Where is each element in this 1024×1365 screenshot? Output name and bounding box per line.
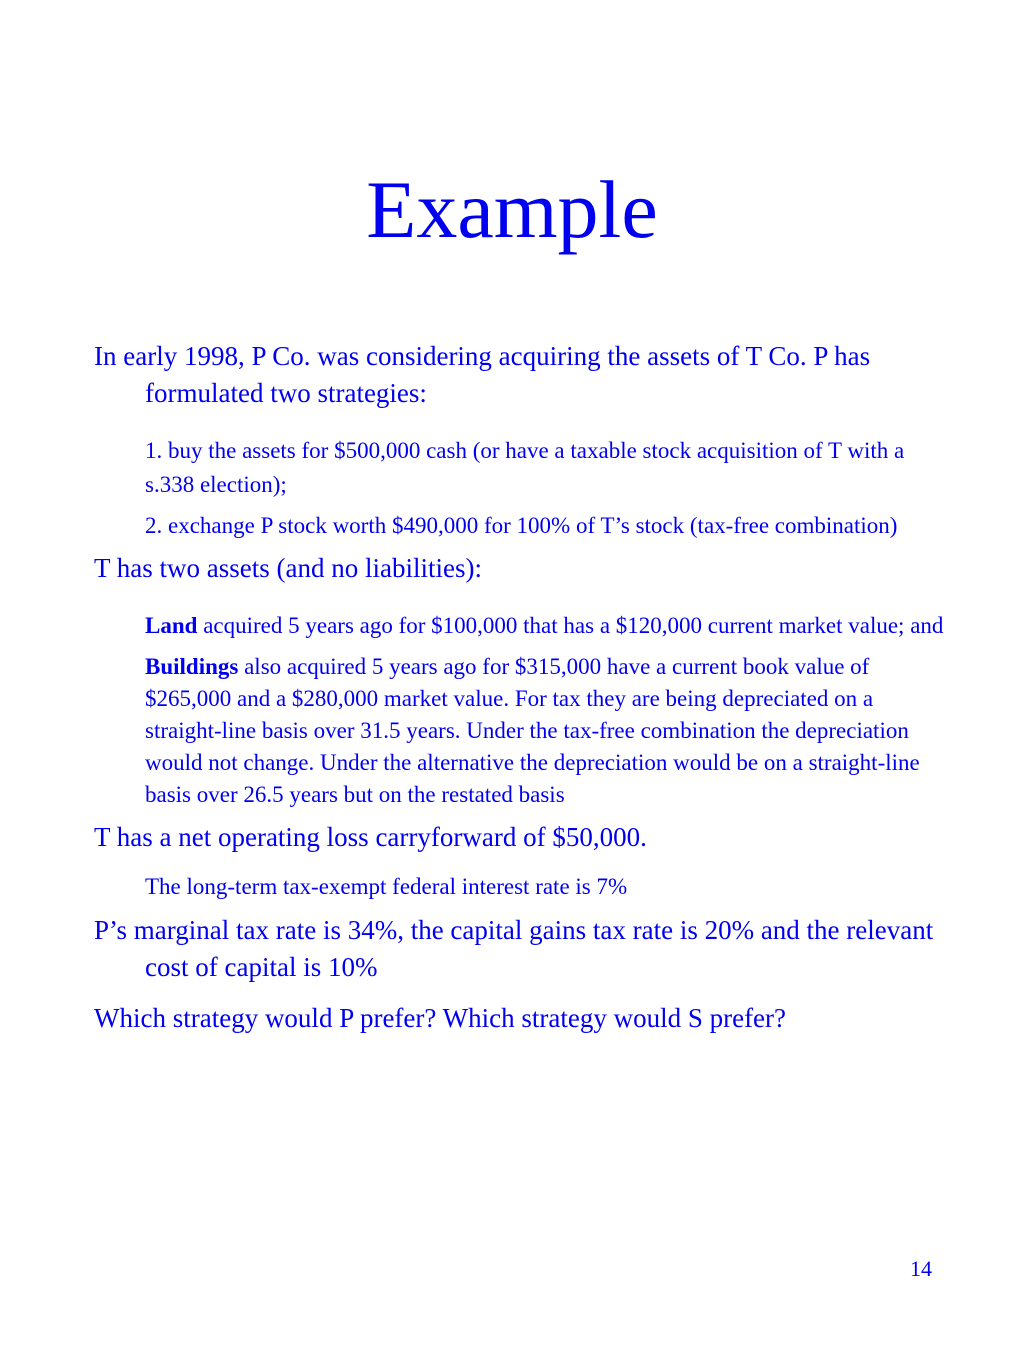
assets-heading: T has two assets (and no liabilities): [94,553,482,583]
buildings-label: Buildings [145,654,239,679]
strategy-1: 1. buy the assets for $500,000 cash (or have a taxable stock acquisition of T with a s.338 election); [145,438,905,497]
land-text: acquired 5 years ago for $100,000 that has a $120,000 current market value; and [197,613,944,638]
slide-title: Example [366,164,658,255]
tax-rates-paragraph: P’s marginal tax rate is 34%, the capital gains tax rate is 20% and the relevant cost of capital is 10% [94,915,934,982]
buildings-item [145,651,944,811]
intro-paragraph: In early 1998, P Co. was considering acquiring the assets of T Co. P has formulated two strategies: [94,341,871,408]
nol-paragraph: T has a net operating loss carryforward of $50,000. [94,822,647,852]
interest-rate-note: The long-term tax-exempt federal interest rate is 7% [145,874,628,899]
question-paragraph: Which strategy would P prefer? Which strategy would S prefer? [94,1003,787,1033]
buildings-text: also acquired 5 years ago for $315,000 have a current book value of $265,000 and a $280,000 market value. For tax they are being depreciated on a straight-line basis over 31.5 years. Under the tax-free combination the depreciation would not change. Under the alternative the depreciation would be on a straight-line basis over 26.5 years but on the restated basis [145,654,920,807]
slide-body [94,338,944,1051]
page-number: 14 [910,1256,932,1281]
land-item [145,609,944,643]
strategy-2: 2. exchange P stock worth $490,000 for 100% of T’s stock (tax-free combination) [145,513,898,538]
land-label: Land [145,613,198,638]
